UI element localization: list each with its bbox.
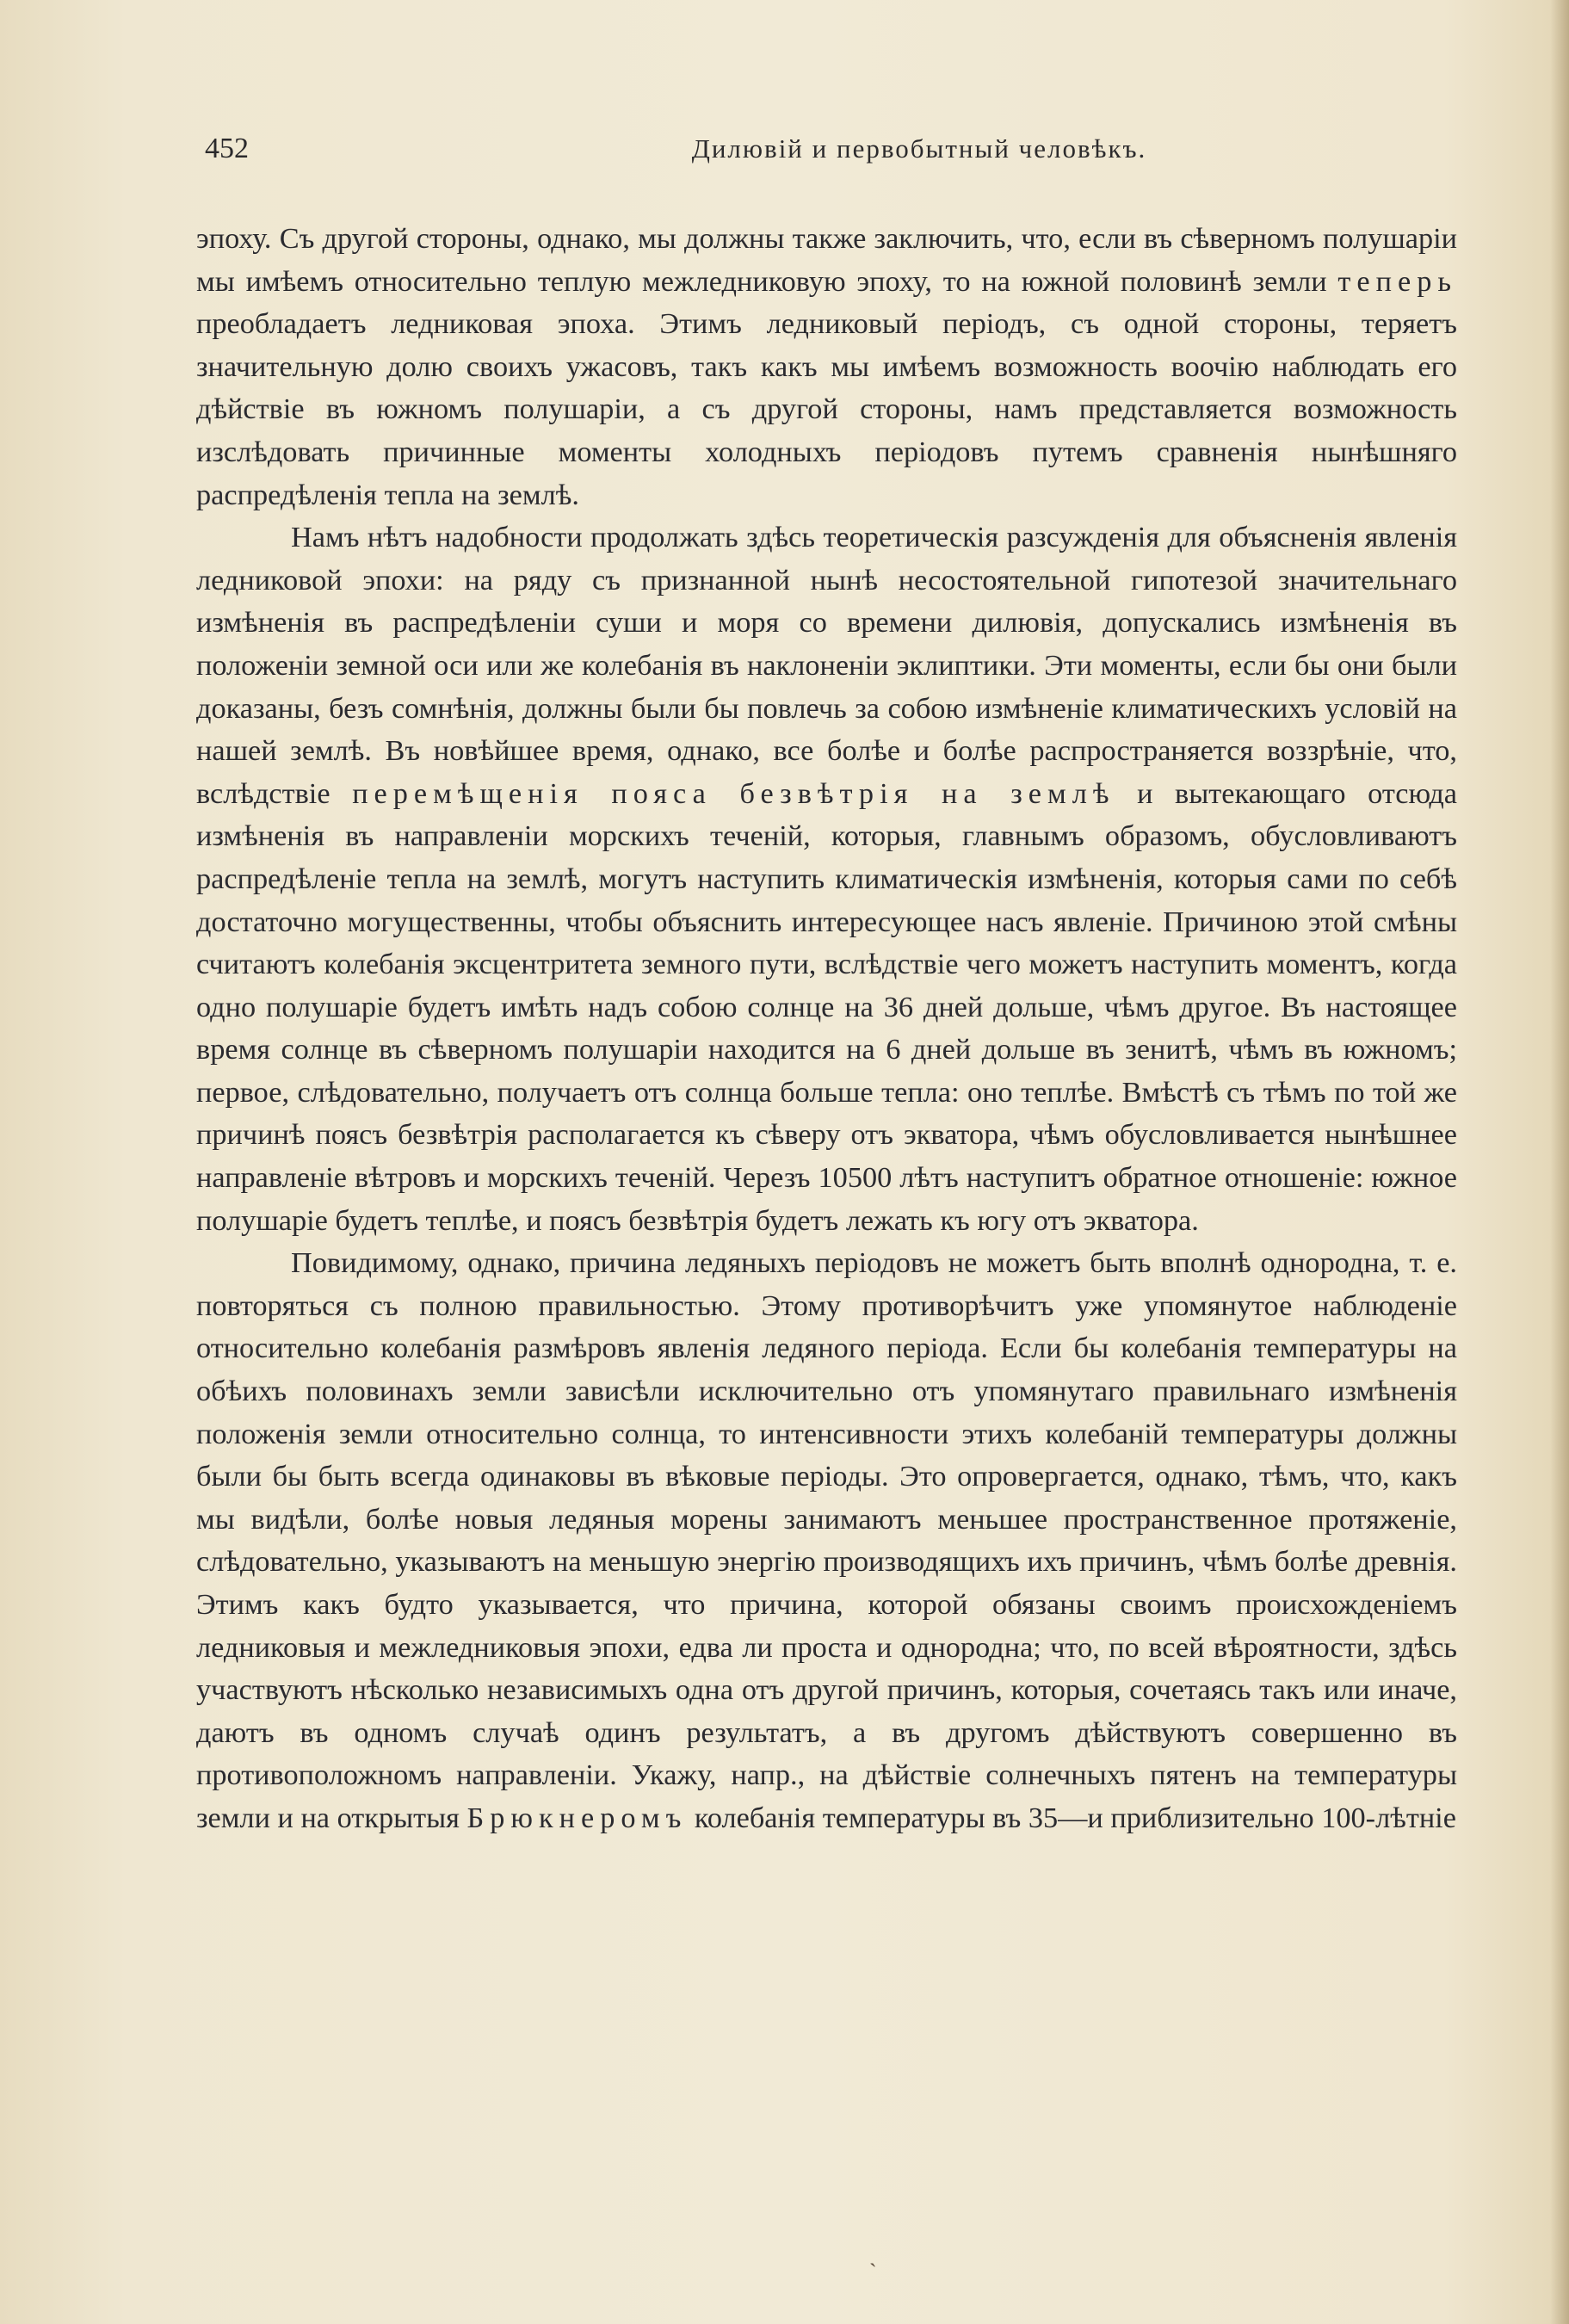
spaced-emphasis: Брюкнеромъ [466, 1801, 688, 1834]
page-number: 452 [205, 133, 249, 164]
text-segment: Намъ нѣтъ надобности продолжать здѣсь теоретическія разсужденія для объясненія явленія ледниковой эпохи: на ряду съ признанной нынѣ несостоятельной гипотезой значительнаго измѣненія въ распредѣленіи суши и моря со времени дилювія, допускались измѣненія въ положеніи земной оси или же колебанія въ наклоненіи эклиптики. Эти моменты, если бы они были доказаны, безъ сомнѣнія, должны были бы повлечь за собою измѣненіе климатическихъ условій на нашей землѣ. Въ новѣйшее время, однако, все болѣе и болѣе распространяется воззрѣніе, что, вслѣдствіе [196, 521, 1457, 810]
spaced-emphasis: перемѣщенія пояса безвѣтрія на землѣ [352, 776, 1115, 810]
spaced-emphasis: теперь [1337, 264, 1457, 298]
running-title: Дилювій и первобытный человѣкъ. [691, 133, 1147, 164]
text-segment: преобладаетъ ледниковая эпоха. Этимъ ледниковый періодъ, съ одной стороны, теряетъ значительную долю своихъ ужасовъ, такъ какъ мы имѣемъ возможность воочію наблюдать его дѣйствіе въ южномъ полушаріи, а съ другой стороны, намъ представляется возможность изслѣдовать причинные моменты холодныхъ періодовъ путемъ сравненія нынѣшняго распредѣленія тепла на землѣ. [196, 307, 1457, 511]
paragraph [196, 1242, 1457, 1839]
text-segment: колебанія температуры въ 35—и приблизительно 100-лѣтніе [687, 1801, 1456, 1834]
paragraph [196, 218, 1457, 516]
paragraph [196, 516, 1457, 1242]
text-segment: эпоху. Съ другой стороны, однако, мы должны также заключить, что, если въ сѣверномъ полушаріи мы имѣемъ относительно теплую межледниковую эпоху, то на южной половинѣ земли [196, 222, 1457, 298]
text-segment: и вытекающаго отсюда измѣненія въ направленіи морскихъ теченій, которыя, главнымъ образомъ, обусловливаютъ распредѣленіе тепла на землѣ, могутъ наступить климатическія измѣненія, которыя сами по себѣ достаточно могущественны, чтобы объяснить интересующее насъ явленіе. Причиною этой смѣны считаютъ колебанія эксцентритета земного пути, вслѣдствіе чего можетъ наступить моментъ, когда одно полушаріе будетъ имѣть надъ собою солнце на 36 дней дольше, чѣмъ другое. Въ настоящее время солнце въ сѣверномъ полушаріи находится на 6 дней дольше въ зенитѣ, чѣмъ въ южномъ; первое, слѣдовательно, получаетъ отъ солнца больше тепла: оно теплѣе. Вмѣстѣ съ тѣмъ по той же причинѣ поясъ безвѣтрія располагается къ сѣверу отъ экватора, чѣмъ обусловливается нынѣшнее направленіе вѣтровъ и морскихъ теченій. Черезъ 10500 лѣтъ наступитъ обратное отношеніе: южное полушаріе будетъ теплѣе, и поясъ безвѣтрія будетъ лежать къ югу отъ экватора. [196, 776, 1457, 1237]
body-text [196, 218, 1457, 1840]
paper-speck: ˏ [869, 2242, 877, 2267]
text-segment: Повидимому, однако, причина ледяныхъ періодовъ не можетъ быть вполнѣ однородна, т. е. повторяться съ полною правильностью. Этому противорѣчитъ уже упомянутое наблюденіе относительно колебанія размѣровъ явленія ледяного періода. Если бы колебанія температуры на обѣихъ половинахъ земли зависѣли исключительно отъ упомянутаго правильнаго измѣненія положенія земли относительно солнца, то интенсивности этихъ колебаній температуры должны были бы быть всегда одинаковы въ вѣковые періоды. Это опровергается, однако, тѣмъ, что, какъ мы видѣли, болѣе новыя ледяныя морены занимаютъ меньшее пространственное протяженіе, слѣдовательно, указываютъ на меньшую энергію производящихъ ихъ причинъ, чѣмъ болѣе древнія. Этимъ какъ будто указывается, что причина, которой обязаны своимъ происхожденіемъ ледниковыя и межледниковыя эпохи, едва ли проста и однородна; что, по всей вѣроятности, здѣсь участвуютъ нѣсколько независимыхъ одна отъ другой причинъ, которыя, сочетаясь такъ или иначе, даютъ въ одномъ случаѣ одинъ результатъ, а въ другомъ дѣйствуютъ совершенно въ противоположномъ направленіи. Укажу, напр., на дѣйствіе солнечныхъ пятенъ на температуры земли и на открытыя [196, 1246, 1457, 1834]
page-header [205, 127, 1461, 170]
